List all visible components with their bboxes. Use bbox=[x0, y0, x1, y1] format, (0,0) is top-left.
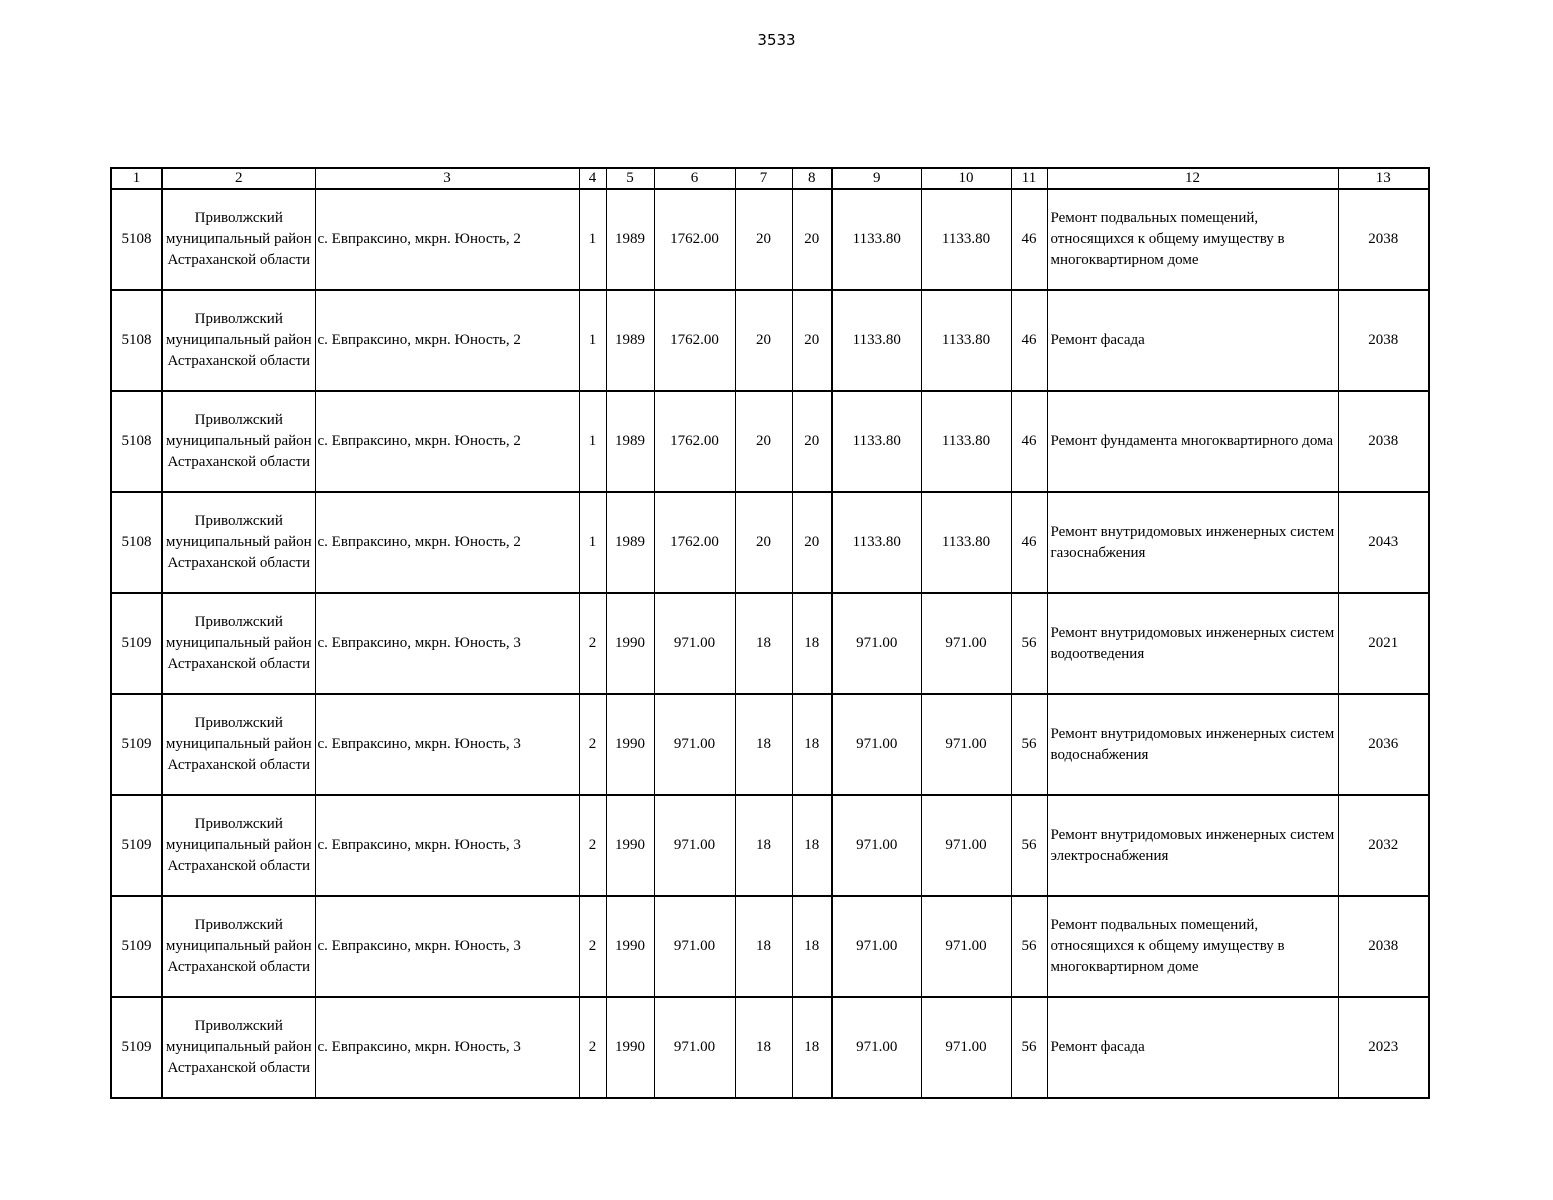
area-cell-10: 971.00 bbox=[921, 593, 1011, 694]
col-11-cell: 56 bbox=[1011, 694, 1047, 795]
column-number: 3 bbox=[315, 168, 579, 189]
year-built-cell: 1990 bbox=[606, 997, 654, 1098]
address-cell: с. Евпраксино, мкрн. Юность, 2 bbox=[315, 391, 579, 492]
total-area-cell: 1762.00 bbox=[654, 290, 735, 391]
area-cell-9: 971.00 bbox=[832, 694, 921, 795]
col-4-cell: 2 bbox=[579, 997, 606, 1098]
table-row bbox=[111, 795, 1429, 896]
total-area-cell: 1762.00 bbox=[654, 189, 735, 290]
area-cell-9: 1133.80 bbox=[832, 492, 921, 593]
planned-year-cell: 2036 bbox=[1338, 694, 1429, 795]
area-cell-9: 971.00 bbox=[832, 997, 921, 1098]
col-11-cell: 46 bbox=[1011, 290, 1047, 391]
col-7-cell: 18 bbox=[735, 896, 792, 997]
repair-schedule-table bbox=[110, 167, 1430, 1099]
col-8-cell: 18 bbox=[792, 997, 832, 1098]
col-4-cell: 1 bbox=[579, 189, 606, 290]
column-number: 13 bbox=[1338, 168, 1429, 189]
table-row bbox=[111, 896, 1429, 997]
column-number: 1 bbox=[111, 168, 162, 189]
col-4-cell: 2 bbox=[579, 896, 606, 997]
work-type-cell: Ремонт внутридомовых инженерных систем водоотведения bbox=[1047, 593, 1338, 694]
table-row bbox=[111, 997, 1429, 1098]
total-area-cell: 971.00 bbox=[654, 896, 735, 997]
planned-year-cell: 2043 bbox=[1338, 492, 1429, 593]
row-id-cell: 5109 bbox=[111, 896, 162, 997]
planned-year-cell: 2038 bbox=[1338, 189, 1429, 290]
row-id-cell: 5109 bbox=[111, 593, 162, 694]
municipality-cell: Приволжский муниципальный район Астраханской области bbox=[162, 795, 315, 896]
total-area-cell: 971.00 bbox=[654, 694, 735, 795]
column-number: 4 bbox=[579, 168, 606, 189]
col-4-cell: 1 bbox=[579, 391, 606, 492]
municipality-cell: Приволжский муниципальный район Астраханской области bbox=[162, 896, 315, 997]
area-cell-10: 971.00 bbox=[921, 997, 1011, 1098]
column-number-row bbox=[111, 168, 1429, 189]
municipality-cell: Приволжский муниципальный район Астраханской области bbox=[162, 391, 315, 492]
year-built-cell: 1989 bbox=[606, 290, 654, 391]
column-number: 10 bbox=[921, 168, 1011, 189]
col-7-cell: 18 bbox=[735, 795, 792, 896]
row-id-cell: 5108 bbox=[111, 391, 162, 492]
col-7-cell: 20 bbox=[735, 391, 792, 492]
work-type-cell: Ремонт внутридомовых инженерных систем газоснабжения bbox=[1047, 492, 1338, 593]
work-type-cell: Ремонт внутридомовых инженерных систем электроснабжения bbox=[1047, 795, 1338, 896]
year-built-cell: 1989 bbox=[606, 189, 654, 290]
column-number: 2 bbox=[162, 168, 315, 189]
col-7-cell: 18 bbox=[735, 997, 792, 1098]
planned-year-cell: 2038 bbox=[1338, 391, 1429, 492]
col-4-cell: 2 bbox=[579, 694, 606, 795]
table-row bbox=[111, 391, 1429, 492]
year-built-cell: 1990 bbox=[606, 896, 654, 997]
municipality-cell: Приволжский муниципальный район Астраханской области bbox=[162, 290, 315, 391]
row-id-cell: 5109 bbox=[111, 997, 162, 1098]
area-cell-9: 971.00 bbox=[832, 896, 921, 997]
area-cell-10: 971.00 bbox=[921, 896, 1011, 997]
col-11-cell: 56 bbox=[1011, 997, 1047, 1098]
col-4-cell: 1 bbox=[579, 492, 606, 593]
table-row bbox=[111, 694, 1429, 795]
col-11-cell: 46 bbox=[1011, 492, 1047, 593]
area-cell-10: 1133.80 bbox=[921, 189, 1011, 290]
year-built-cell: 1990 bbox=[606, 694, 654, 795]
col-4-cell: 2 bbox=[579, 795, 606, 896]
address-cell: с. Евпраксино, мкрн. Юность, 3 bbox=[315, 694, 579, 795]
area-cell-9: 971.00 bbox=[832, 593, 921, 694]
table-row bbox=[111, 189, 1429, 290]
col-4-cell: 2 bbox=[579, 593, 606, 694]
area-cell-10: 971.00 bbox=[921, 694, 1011, 795]
col-8-cell: 18 bbox=[792, 694, 832, 795]
col-7-cell: 18 bbox=[735, 694, 792, 795]
work-type-cell: Ремонт фасада bbox=[1047, 997, 1338, 1098]
col-4-cell: 1 bbox=[579, 290, 606, 391]
column-number: 12 bbox=[1047, 168, 1338, 189]
table-row bbox=[111, 290, 1429, 391]
address-cell: с. Евпраксино, мкрн. Юность, 2 bbox=[315, 189, 579, 290]
column-number: 11 bbox=[1011, 168, 1047, 189]
col-7-cell: 20 bbox=[735, 290, 792, 391]
area-cell-9: 1133.80 bbox=[832, 290, 921, 391]
col-8-cell: 20 bbox=[792, 189, 832, 290]
col-11-cell: 56 bbox=[1011, 896, 1047, 997]
col-11-cell: 46 bbox=[1011, 189, 1047, 290]
planned-year-cell: 2038 bbox=[1338, 290, 1429, 391]
year-built-cell: 1989 bbox=[606, 391, 654, 492]
column-number: 8 bbox=[792, 168, 832, 189]
col-8-cell: 18 bbox=[792, 593, 832, 694]
total-area-cell: 1762.00 bbox=[654, 492, 735, 593]
row-id-cell: 5108 bbox=[111, 290, 162, 391]
work-type-cell: Ремонт фундамента многоквартирного дома bbox=[1047, 391, 1338, 492]
municipality-cell: Приволжский муниципальный район Астраханской области bbox=[162, 593, 315, 694]
row-id-cell: 5109 bbox=[111, 694, 162, 795]
area-cell-10: 1133.80 bbox=[921, 492, 1011, 593]
address-cell: с. Евпраксино, мкрн. Юность, 3 bbox=[315, 997, 579, 1098]
total-area-cell: 971.00 bbox=[654, 997, 735, 1098]
address-cell: с. Евпраксино, мкрн. Юность, 3 bbox=[315, 593, 579, 694]
col-7-cell: 20 bbox=[735, 189, 792, 290]
col-8-cell: 18 bbox=[792, 795, 832, 896]
row-id-cell: 5108 bbox=[111, 189, 162, 290]
col-8-cell: 18 bbox=[792, 896, 832, 997]
area-cell-10: 1133.80 bbox=[921, 391, 1011, 492]
column-number: 9 bbox=[832, 168, 921, 189]
planned-year-cell: 2021 bbox=[1338, 593, 1429, 694]
col-7-cell: 18 bbox=[735, 593, 792, 694]
area-cell-9: 1133.80 bbox=[832, 189, 921, 290]
column-number: 6 bbox=[654, 168, 735, 189]
col-7-cell: 20 bbox=[735, 492, 792, 593]
work-type-cell: Ремонт подвальных помещений, относящихся к общему имуществу в многоквартирном доме bbox=[1047, 896, 1338, 997]
address-cell: с. Евпраксино, мкрн. Юность, 2 bbox=[315, 492, 579, 593]
area-cell-9: 971.00 bbox=[832, 795, 921, 896]
municipality-cell: Приволжский муниципальный район Астраханской области bbox=[162, 189, 315, 290]
table-row bbox=[111, 492, 1429, 593]
address-cell: с. Евпраксино, мкрн. Юность, 3 bbox=[315, 896, 579, 997]
year-built-cell: 1989 bbox=[606, 492, 654, 593]
row-id-cell: 5108 bbox=[111, 492, 162, 593]
table-row bbox=[111, 593, 1429, 694]
work-type-cell: Ремонт фасада bbox=[1047, 290, 1338, 391]
col-11-cell: 56 bbox=[1011, 593, 1047, 694]
municipality-cell: Приволжский муниципальный район Астраханской области bbox=[162, 492, 315, 593]
total-area-cell: 971.00 bbox=[654, 795, 735, 896]
work-type-cell: Ремонт подвальных помещений, относящихся к общему имуществу в многоквартирном доме bbox=[1047, 189, 1338, 290]
planned-year-cell: 2038 bbox=[1338, 896, 1429, 997]
municipality-cell: Приволжский муниципальный район Астраханской области bbox=[162, 694, 315, 795]
column-number: 5 bbox=[606, 168, 654, 189]
area-cell-10: 1133.80 bbox=[921, 290, 1011, 391]
total-area-cell: 1762.00 bbox=[654, 391, 735, 492]
page-number: 3533 bbox=[757, 31, 796, 49]
row-id-cell: 5109 bbox=[111, 795, 162, 896]
col-11-cell: 46 bbox=[1011, 391, 1047, 492]
address-cell: с. Евпраксино, мкрн. Юность, 3 bbox=[315, 795, 579, 896]
municipality-cell: Приволжский муниципальный район Астраханской области bbox=[162, 997, 315, 1098]
area-cell-9: 1133.80 bbox=[832, 391, 921, 492]
col-8-cell: 20 bbox=[792, 391, 832, 492]
planned-year-cell: 2032 bbox=[1338, 795, 1429, 896]
address-cell: с. Евпраксино, мкрн. Юность, 2 bbox=[315, 290, 579, 391]
work-type-cell: Ремонт внутридомовых инженерных систем водоснабжения bbox=[1047, 694, 1338, 795]
area-cell-10: 971.00 bbox=[921, 795, 1011, 896]
year-built-cell: 1990 bbox=[606, 593, 654, 694]
column-number: 7 bbox=[735, 168, 792, 189]
col-8-cell: 20 bbox=[792, 492, 832, 593]
year-built-cell: 1990 bbox=[606, 795, 654, 896]
total-area-cell: 971.00 bbox=[654, 593, 735, 694]
col-8-cell: 20 bbox=[792, 290, 832, 391]
planned-year-cell: 2023 bbox=[1338, 997, 1429, 1098]
col-11-cell: 56 bbox=[1011, 795, 1047, 896]
